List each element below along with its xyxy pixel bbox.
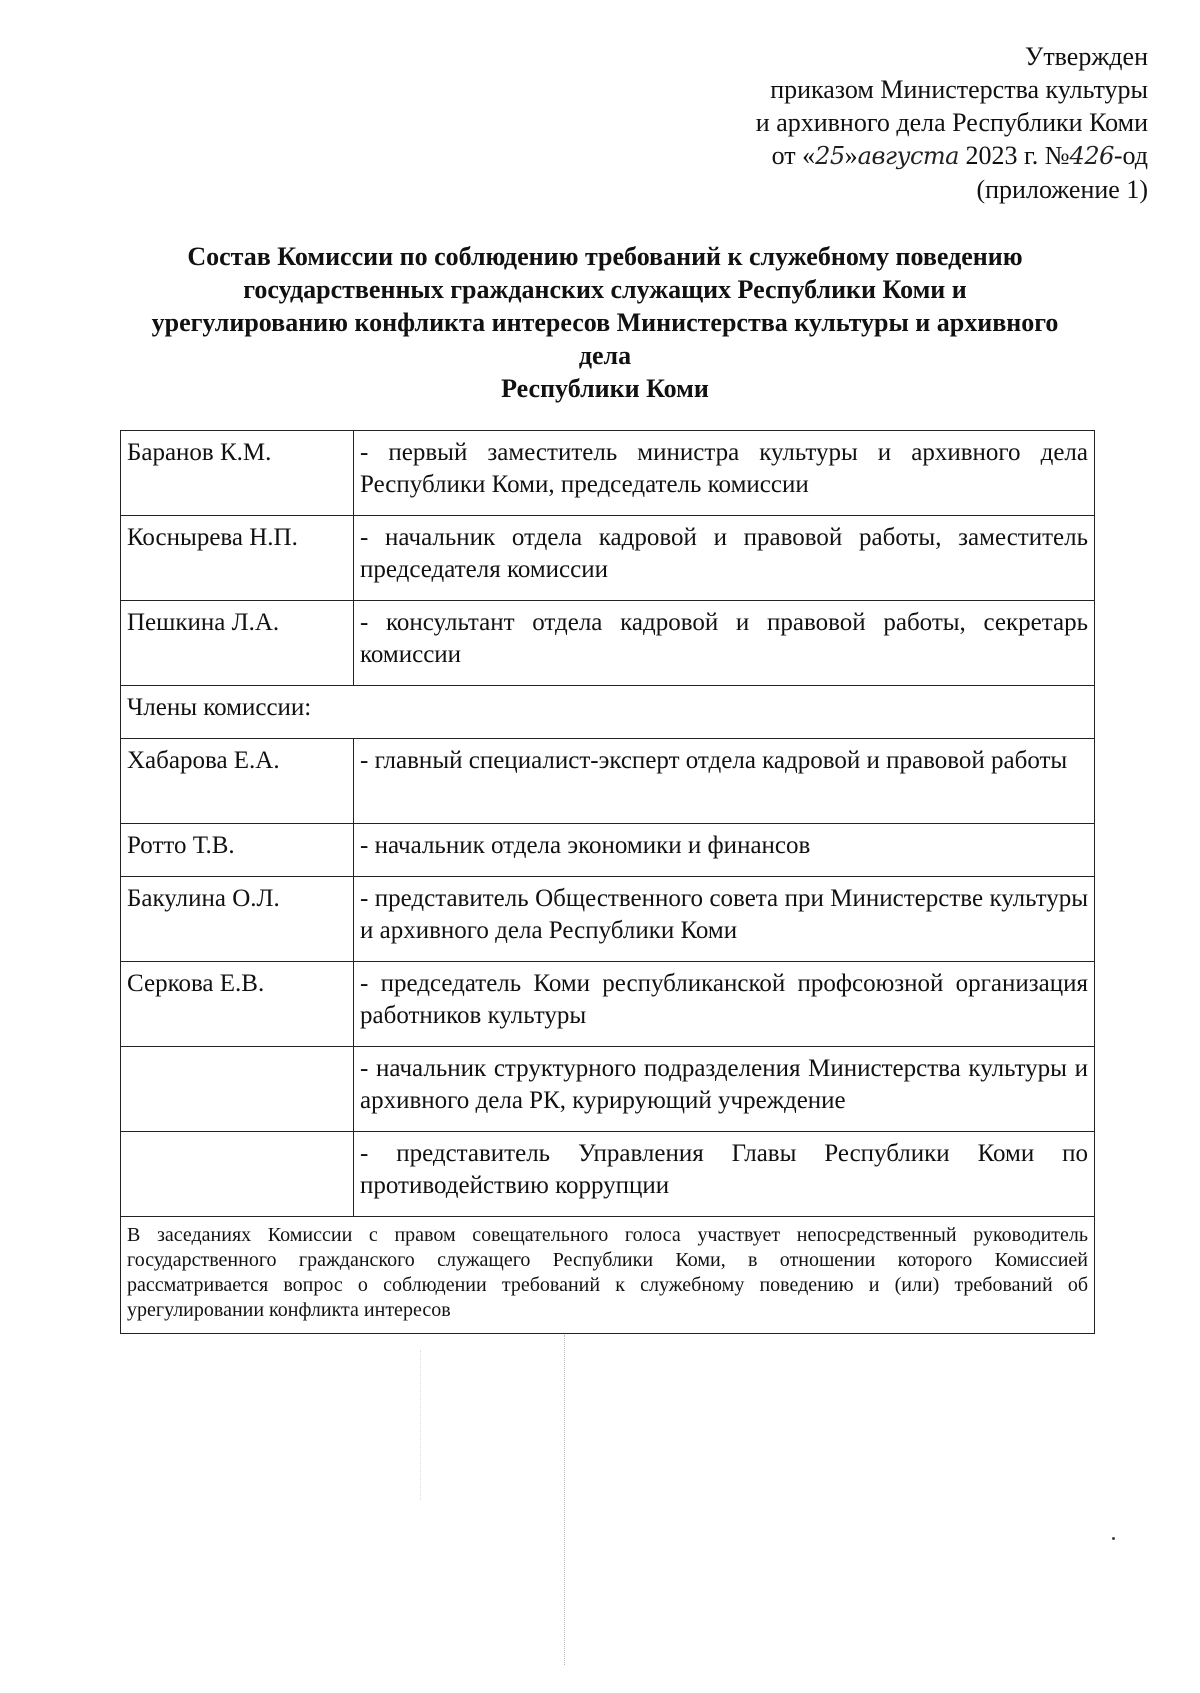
table-row [121, 962, 1095, 1047]
commission-table [120, 430, 1095, 1334]
table-row [121, 1132, 1095, 1217]
member-name: Бакулина О.Л. [121, 877, 354, 962]
document-title [120, 240, 1090, 405]
member-role: - первый заместитель министра культуры и архивного дела Республики Коми, председатель комиссии [354, 431, 1095, 516]
member-name [121, 1047, 354, 1132]
member-role: - консультант отдела кадровой и правовой работы, секретарь комиссии [354, 601, 1095, 686]
handwritten-order-number: 426 [1069, 142, 1114, 170]
handwritten-day: 25 [815, 142, 845, 170]
member-name: Хабарова Е.А. [121, 739, 354, 824]
date-close: » [844, 141, 858, 170]
date-year: 2023 г. № [965, 141, 1070, 170]
scan-fold-line [564, 1335, 565, 1665]
scan-speck [1112, 1537, 1115, 1540]
members-header: Члены комиссии: [121, 686, 1095, 739]
member-name: Коснырева Н.П. [121, 516, 354, 601]
member-name [121, 1132, 354, 1217]
member-role: - председатель Коми республиканской профсоюзной организация работников культуры [354, 962, 1095, 1047]
table-row [121, 1047, 1095, 1132]
table-row [121, 431, 1095, 516]
table-row [121, 516, 1095, 601]
table-row [121, 601, 1095, 686]
advisory-note: В заседаниях Комиссии с правом совещательного голоса участвует непосредственный руководитель государственного гражданского служащего Республики Коми, в отношении которого Комиссией рассматривается вопрос о соблюдении требований к служебному поведению и (или) требований об урегулировании конфликта интересов [121, 1217, 1095, 1334]
table-row [121, 739, 1095, 824]
member-role: - представитель Управления Главы Республики Коми по противодействию коррупции [354, 1132, 1095, 1217]
approval-line-approved: Утвержден [1024, 42, 1148, 71]
approval-line-date [756, 139, 1148, 173]
table-row [121, 877, 1095, 962]
section-header-row [121, 686, 1095, 739]
table-row [121, 824, 1095, 877]
approval-line-appendix: (приложение 1) [976, 175, 1148, 204]
title-line-2: государственных гражданских служащих Республики Коми и [243, 275, 967, 304]
title-line-5: Республики Коми [501, 374, 709, 403]
approval-line-ministry: и архивного дела Республики Коми [755, 108, 1148, 137]
member-role: - начальник отдела кадровой и правовой работы, заместитель председателя комиссии [354, 516, 1095, 601]
title-line-1: Состав Комиссии по соблюдению требований к служебному поведению [187, 242, 1023, 271]
title-line-3: урегулированию конфликта интересов Министерства культуры и архивного [151, 308, 1059, 337]
approval-stamp [756, 40, 1148, 206]
member-role: - начальник структурного подразделения Министерства культуры и архивного дела РК, курирующий учреждение [354, 1047, 1095, 1132]
member-name: Серкова Е.В. [121, 962, 354, 1047]
note-row [121, 1217, 1095, 1334]
member-role: - представитель Общественного совета при Министерстве культуры и архивного дела Республики Коми [354, 877, 1095, 962]
member-name: Баранов К.М. [121, 431, 354, 516]
member-name: Пешкина Л.А. [121, 601, 354, 686]
title-line-4: дела [578, 341, 632, 370]
date-prefix: от « [771, 141, 816, 170]
member-name: Ротто Т.В. [121, 824, 354, 877]
member-role: - начальник отдела экономики и финансов [354, 824, 1095, 877]
handwritten-month: августа [857, 142, 959, 170]
scan-fold-line [420, 1350, 421, 1500]
order-suffix: -од [1113, 141, 1148, 170]
approval-line-order: приказом Министерства культуры [770, 75, 1148, 104]
member-role: - главный специалист-эксперт отдела кадровой и правовой работы [354, 739, 1095, 824]
